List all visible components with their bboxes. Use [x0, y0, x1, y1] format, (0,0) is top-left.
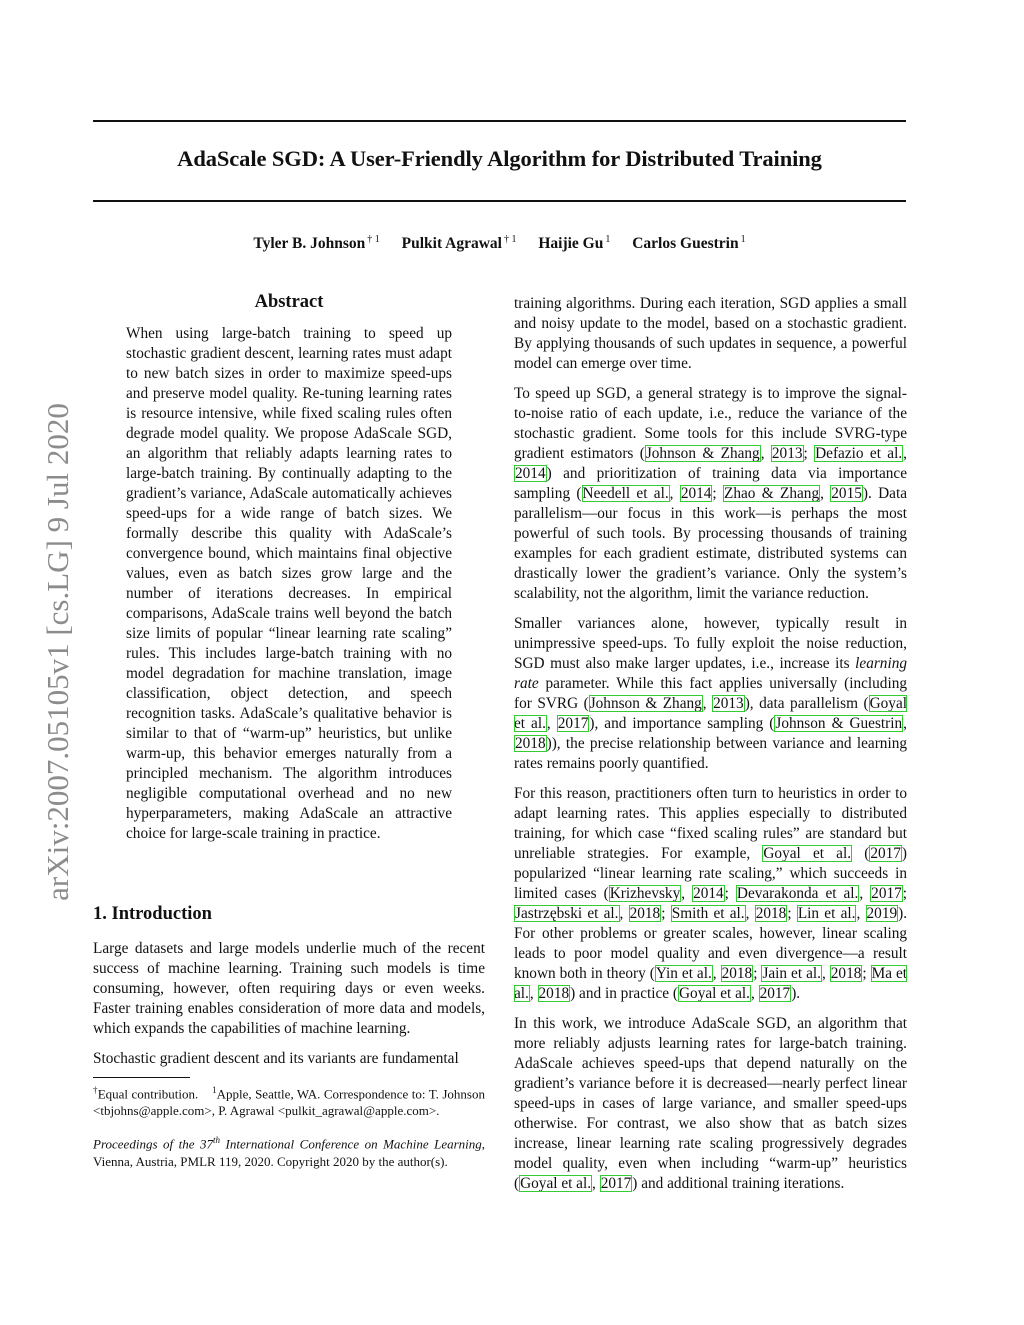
paragraph: training algorithms. During each iteration, SGD applies a small and noisy update to the model, based on a stochastic gradient. By applying thousands of such updates in sequence, a powerful model can emerge over time. — [514, 295, 907, 372]
citation-year-link[interactable]: 2018 — [538, 985, 570, 1002]
citation-year-link[interactable]: 2017 — [557, 715, 589, 732]
citation-year-link[interactable]: 2018 — [515, 735, 546, 752]
citation-link[interactable]: Devarakonda et al. — [736, 885, 859, 902]
citation-year-link[interactable]: 2013 — [713, 695, 744, 712]
citation-link[interactable]: Johnson & Zhang — [589, 695, 702, 712]
citation-link[interactable]: Johnson & Guestrin — [775, 715, 903, 732]
citation-link[interactable]: Johnson & Zhang — [645, 445, 760, 462]
footnotes — [93, 1082, 485, 1183]
citation-link[interactable]: Krizhevsky — [609, 885, 681, 902]
citation-link[interactable]: Goyal et al. — [679, 985, 750, 1002]
citation-year-link[interactable]: 2019 — [866, 905, 898, 922]
title-rule-bottom — [93, 200, 906, 202]
author-list — [93, 234, 906, 253]
introduction-left-column — [93, 939, 485, 1079]
author: Carlos Guestrin $^1$ — [632, 234, 746, 253]
citation-year-link[interactable]: 2018 — [755, 905, 787, 922]
paragraph: In this work, we introduce AdaScale SGD, an algorithm that more reliably adjusts learning rates for large-batch training. AdaScale achieves speed-ups that depend naturally on the gradient’s variance before it is decreased—nearly perfect linear speed-ups in cases of large variance, and smaller speed-ups otherwise. For contrast, we also show that as batch sizes increase, linear learning rate scaling progressively degrades model quality, even when including “warm-up” heuristics (Goyal et al., 2017) and additional training iterations. — [514, 1015, 907, 1192]
footnote-affiliations: †Equal contribution. $^1$Apple, Seattle, WA. Correspondence to: T. Johnson <tbjohns@apple.com>, P. Agrawal <pulkit_agrawal@apple.com>. — [93, 1085, 485, 1119]
citation-link[interactable]: Goyal et al. — [514, 695, 907, 732]
citation-link[interactable]: Yin et al. — [655, 965, 712, 982]
paragraph: For this reason, practitioners often turn to heuristics in order to adapt learning rates. This applies especially to distributed training, for which case “fixed scaling rules” are standard but unreliable strategies. For example, Goyal et al. (2017) popularized “linear learning rate scaling,” which succeeds in limited cases (Krizhevsky, 2014; Devarakonda et al., 2017; Jastrzębski et al., 2018; Smith et al., 2018; Lin et al., 2019). For other problems or greater scales, however, linear scaling leads to poor model quality and even divergence—a result known both in theory (Yin et al., 2018; Jain et al., 2018; Ma et al., 2018) and in practice (Goyal et al., 2017). — [514, 785, 908, 1002]
paper-title: AdaScale SGD: A User-Friendly Algorithm for Distributed Training — [177, 146, 822, 171]
citation-link[interactable]: Zhao & Zhang — [724, 485, 820, 502]
citation-link[interactable]: Jain et al. — [762, 965, 821, 982]
title-rule-top — [93, 120, 906, 122]
introduction-right-column — [514, 294, 907, 1204]
paragraph: To speed up SGD, a general strategy is to improve the signal-to-noise ratio of each update, i.e., reduce the variance of the stochastic gradient. Some tools for this include SVRG-type gradient estimators (Johnson & Zhang, 2013; Defazio et al., 2014) and prioritization of training data via importance sampling (Needell et al., 2014; Zhao & Zhang, 2015). Data parallelism—our focus in this work—is perhaps the most powerful of such tools. By processing thousands of training examples for each gradient estimate, distributed systems can drastically lower the gradient’s variance. Only the system’s scalability, not the algorithm, limit the variance reduction. — [514, 385, 907, 602]
citation-year-link[interactable]: 2015 — [831, 485, 862, 502]
author: Haijie Gu $^1$ — [538, 234, 611, 253]
footnote-proceedings: Proceedings of the 37th International Conference on Machine Learning, Vienna, Austria, PMLR 119, 2020. Copyright 2020 by the author(s). — [93, 1135, 486, 1169]
citation-link[interactable]: Defazio et al. — [815, 445, 903, 462]
citation-year-link[interactable]: 2018 — [629, 905, 661, 922]
citation-year-link[interactable]: 2017 — [870, 845, 901, 862]
citation-link[interactable]: Lin et al. — [797, 905, 856, 922]
author: Pulkit Agrawal $^{\dagger 1}$ — [401, 234, 517, 253]
citation-link[interactable]: Goyal et al. — [763, 845, 852, 862]
section-heading-introduction: 1. Introduction — [93, 904, 212, 924]
citation-year-link[interactable]: 2018 — [721, 965, 753, 982]
paragraph: Smaller variances alone, however, typically result in unimpressive speed-ups. To fully exploit the noise reduction, SGD must also make larger updates, i.e., increase its learning rate parameter. While this fact applies universally (including for SVRG (Johnson & Zhang, 2013), data parallelism (Goyal et al., 2017), and importance sampling (Johnson & Guestrin, 2018)), the precise relationship between variance and learning rates remains poorly quantified. — [514, 615, 907, 772]
citation-year-link[interactable]: 2017 — [871, 885, 902, 902]
citation-link[interactable]: Ma et al. — [514, 965, 908, 1002]
citation-year-link[interactable]: 2014 — [515, 465, 546, 482]
citation-year-link[interactable]: 2017 — [759, 985, 791, 1002]
citation-year-link[interactable]: 2018 — [830, 965, 862, 982]
author: Tyler B. Johnson $^{\dagger 1}$ — [253, 234, 380, 253]
arxiv-identifier[interactable]: arXiv:2007.05105v1 [cs.LG] 9 Jul 2020 — [40, 403, 75, 901]
citation-link[interactable]: Jastrzębski et al. — [515, 905, 619, 922]
citation-year-link[interactable]: 2014 — [693, 885, 724, 902]
citation-year-link[interactable]: 2013 — [771, 445, 803, 462]
footnote-rule — [93, 1077, 190, 1078]
citation-link[interactable]: Needell et al. — [582, 485, 669, 502]
citation-link[interactable]: Goyal et al. — [520, 1175, 592, 1192]
abstract-text: When using large-batch training to speed up stochastic gradient descent, learning rates must adapt to new batch sizes in order to maximize speed-ups and preserve model quality. Re-tuning learning rates is resource intensive, while fixed scaling rules often degrade model quality. We propose AdaScale SGD, an algorithm that reliably adapts learning rates to large-batch training. By continually adapting to the gradient’s variance, AdaScale automatically achieves speed-ups for a wide range of batch sizes. We formally describe this quality with AdaScale’s convergence bound, which maintains final objective values, even as batch sizes grow large and the number of iterations decreases. In empirical comparisons, AdaScale trains well beyond the batch size limits of popular “linear learning rate scaling” rules. This includes large-batch training with no model degradation for machine translation, image classification, object detection, and speech recognition tasks. AdaScale’s qualitative behavior is similar to that of “warm-up” heuristics, but unlike warm-up, this behavior emerges naturally from a principled mechanism. The algorithm introduces negligible computational overhead and no new hyperparameters, making AdaScale an attractive choice for large-scale training in practice. — [126, 325, 452, 842]
abstract-heading: Abstract — [254, 292, 324, 312]
citation-year-link[interactable]: 2014 — [680, 485, 712, 502]
abstract-body — [126, 324, 452, 854]
paragraph: Stochastic gradient descent and its variants are fundamental — [93, 1050, 459, 1067]
citation-year-link[interactable]: 2017 — [600, 1175, 632, 1192]
citation-link[interactable]: Smith et al. — [671, 905, 745, 922]
paragraph: Large datasets and large models underlie much of the recent success of machine learning. Training such models is time consuming, however, often requiring days or even weeks. Faster training enables consideration of more data and models, which expands the capabilities of machine learning. — [93, 940, 485, 1037]
